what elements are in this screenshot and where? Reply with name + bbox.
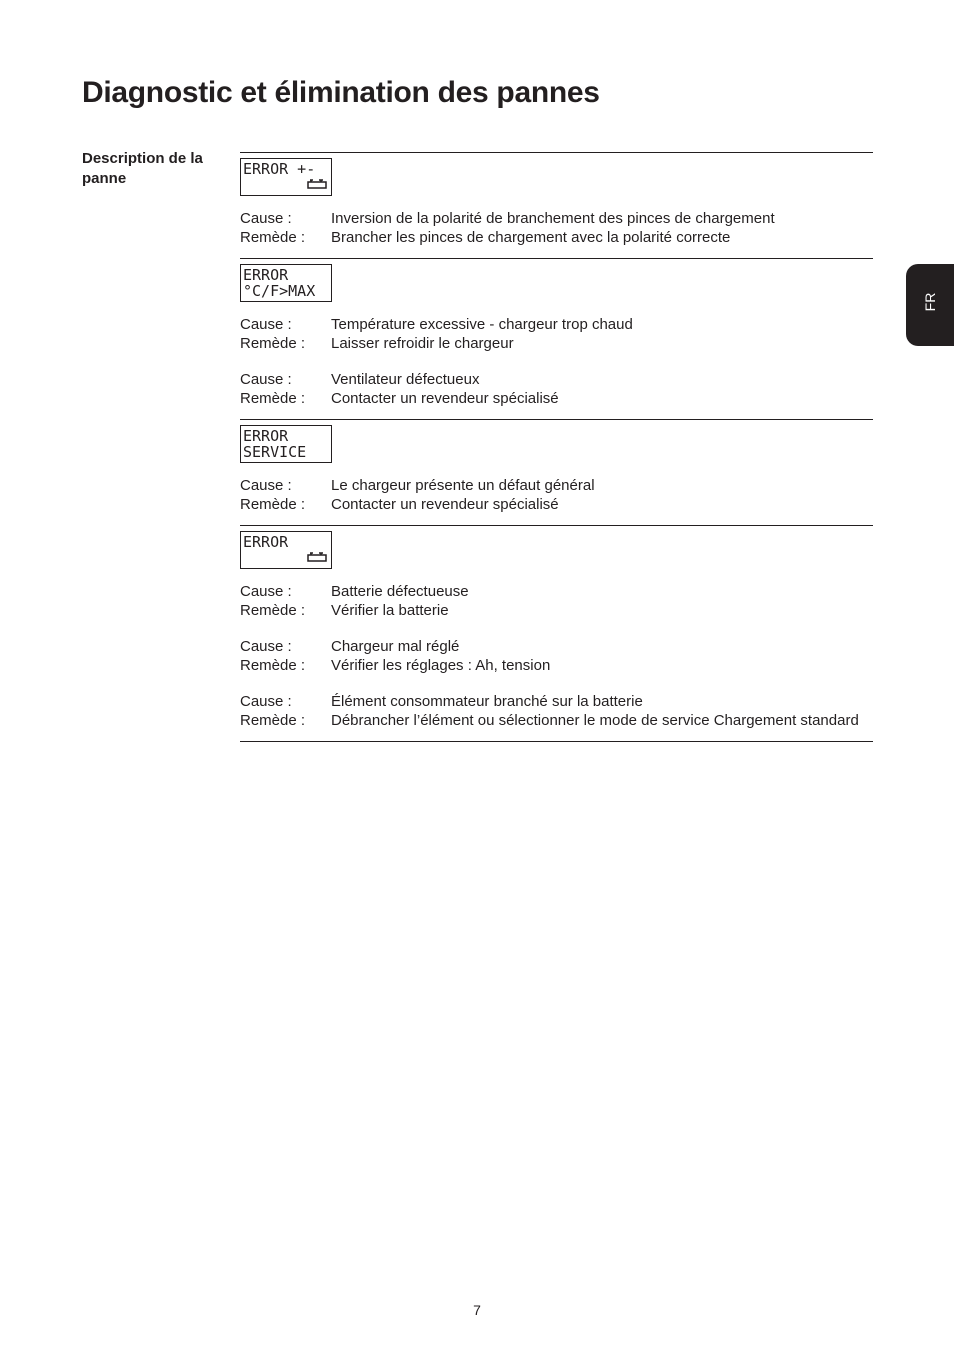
remedy-label: Remède : [240,390,306,407]
remedy-text: Vérifier les réglages : Ah, tension [331,657,551,674]
remedy-row [240,495,873,514]
remedy-row [240,601,873,620]
cause-text: Inversion de la polarité de branchement des pinces de chargement [331,210,775,227]
fault-section [240,525,873,742]
remedy-text: Vérifier la batterie [331,602,449,619]
cause-remedy-pair [240,582,873,620]
remedy-label: Remède : [240,335,306,352]
battery-icon [307,179,327,189]
lcd-display [240,158,332,196]
language-tab [906,264,954,346]
cause-text: Élément consommateur branché sur la batterie [331,693,643,710]
fault-section [240,152,873,258]
lcd-line-1: ERROR +- [243,160,316,178]
lcd-line-1: ERROR [243,266,289,284]
cause-text: Batterie défectueuse [331,583,469,600]
remedy-row [240,656,873,675]
cause-label: Cause : [240,693,292,710]
cause-remedy-pair [240,315,873,353]
page-number: 7 [473,1302,481,1318]
remedy-label: Remède : [240,602,306,619]
cause-remedy-pair [240,209,873,247]
section-side-label: Description de la panne [82,150,203,187]
cause-label: Cause : [240,638,292,655]
cause-label: Cause : [240,210,292,227]
cause-label: Cause : [240,477,292,494]
cause-row [240,582,873,601]
cause-remedy-pair [240,692,873,730]
remedy-label: Remède : [240,229,306,246]
remedy-text: Contacter un revendeur spécialisé [331,390,559,407]
cause-text: Température excessive - chargeur trop chaud [331,316,633,333]
remedy-label: Remède : [240,712,306,729]
cause-label: Cause : [240,583,292,600]
cause-label: Cause : [240,316,292,333]
language-tab-label: FR [922,292,938,312]
battery-icon [307,552,327,562]
cause-row [240,637,873,656]
remedy-text: Contacter un revendeur spécialisé [331,496,559,513]
fault-section [240,258,873,419]
lcd-display [240,531,332,569]
page-title: Diagnostic et élimination des pannes [82,76,600,109]
remedy-row [240,389,873,408]
fault-list [240,152,873,742]
cause-text: Chargeur mal réglé [331,638,460,655]
cause-remedy-pair [240,476,873,514]
lcd-line-2: °C/F>MAX [243,282,316,300]
remedy-label: Remède : [240,496,306,513]
lcd-display [240,425,332,463]
remedy-row [240,334,873,353]
cause-row [240,315,873,334]
fault-section [240,419,873,525]
remedy-text: Débrancher l’élément ou sélectionner le mode de service Chargement standard [331,712,859,729]
remedy-text: Laisser refroidir le chargeur [331,335,514,352]
cause-row [240,209,873,228]
remedy-row [240,711,873,730]
cause-row [240,692,873,711]
cause-row [240,476,873,495]
cause-remedy-pair [240,637,873,675]
remedy-row [240,228,873,247]
lcd-line-2: SERVICE [243,443,307,461]
cause-label: Cause : [240,371,292,388]
remedy-label: Remède : [240,657,306,674]
lcd-line-1: ERROR [243,427,289,445]
cause-remedy-pair [240,370,873,408]
cause-text: Ventilateur défectueux [331,371,480,388]
cause-row [240,370,873,389]
cause-text: Le chargeur présente un défaut général [331,477,595,494]
lcd-display [240,264,332,302]
lcd-line-1: ERROR [243,533,289,551]
remedy-text: Brancher les pinces de chargement avec la polarité correcte [331,229,731,246]
